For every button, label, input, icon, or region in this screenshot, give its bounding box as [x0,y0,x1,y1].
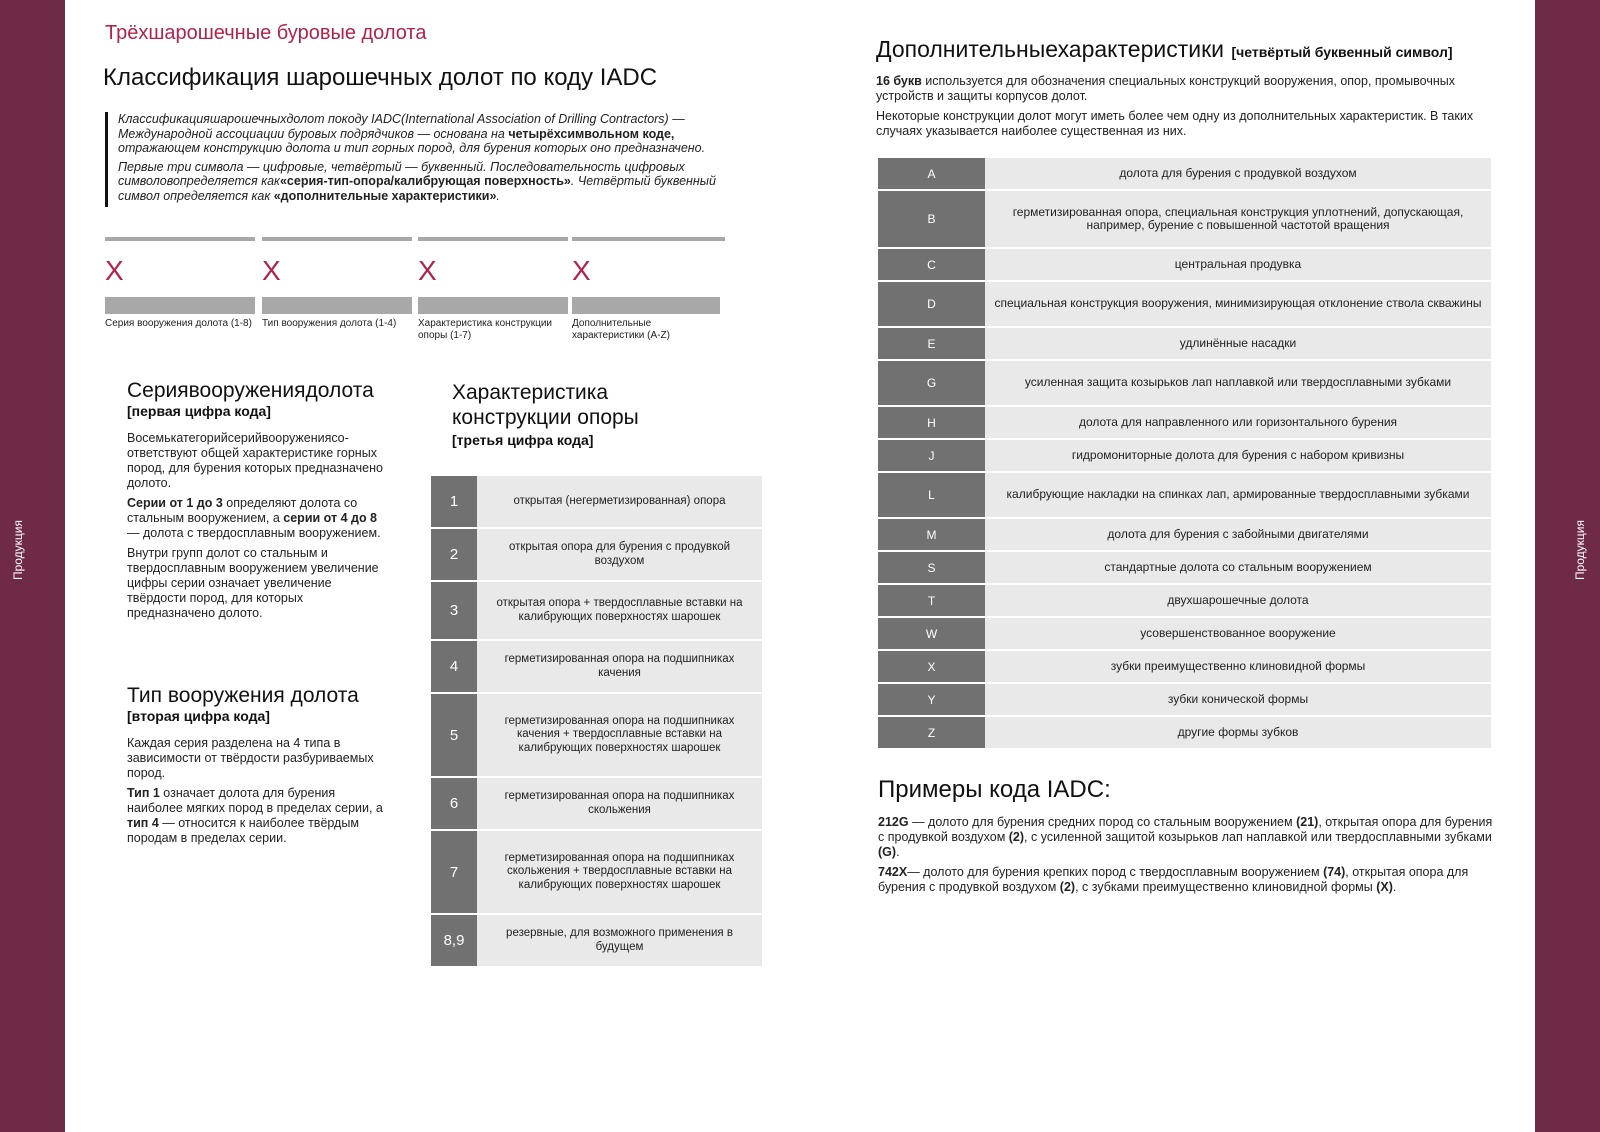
table-row [878,191,1491,247]
intro-text: Первые три символа — цифровые, четвёртый — буквенный. Последовательность цифровых символовопределяется как [118,159,685,188]
example-bold: (X) [1376,880,1393,894]
series-title: Сериявооружениядолота [127,379,374,402]
type-section [127,683,389,851]
bearing-description-cell: открытая опора для бурения с продувкой воздухом [477,529,762,580]
feature-code-cell: C [878,249,985,280]
bearing-subtitle: [третья цифра кода] [452,432,594,448]
feature-description-cell: долота для бурения с забойными двигателями [985,519,1491,550]
table-row [878,158,1491,189]
intro-paragraph-2 [118,160,728,204]
bearing-description-cell: герметизированная опора на подшипниках скольжения [477,778,762,829]
feature-description-cell: долота для направленного или горизонтального бурения [985,407,1491,438]
table-row [878,651,1491,682]
table-row [431,529,762,580]
intro-paragraph-1 [118,112,728,156]
feature-code-cell: S [878,552,985,583]
example-bold: (2) [1008,830,1025,844]
bearing-code-cell: 2 [431,529,477,580]
features-heading-sub: [четвёртый буквенный символ] [1231,44,1453,60]
code-caption: Дополнительные характеристики (A-Z) [572,318,670,341]
bearing-code-cell: 5 [431,694,477,776]
intro-text: Классификацияшарошечныхдолот покоду IADC(International Association of Drilling Contractors) — Международной ассоциации буровых подрядчиков — основана на [118,112,685,141]
feature-code-cell: G [878,361,985,405]
table-row [878,585,1491,616]
type-text: — относится к наиболее твёрдым породам в пределах серии. [127,816,359,845]
table-row [431,694,762,776]
intro-text: . Четвёртый буквенный символ определяется как [118,174,716,203]
feature-description-cell: специальная конструкция вооружения, минимизирующая отклонение ствола скважины [985,282,1491,326]
code-caption: Тип вооружения долота (1-4) [262,318,397,329]
feature-code-cell: J [878,440,985,471]
type-bold: тип 4 [127,816,159,830]
example-bold: (2) [1059,880,1076,894]
bearing-description-cell: резервные, для возможного применения в будущем [477,915,762,966]
features-table [878,156,1491,750]
bearing-title-line-2: конструкции опоры [452,406,639,429]
feature-code-cell: M [878,519,985,550]
code-box-series [105,237,255,330]
series-paragraph: Внутри групп долот со стальным и твердосплавным вооружением увеличение цифры серии означает увеличение твёрдости пород, для которых предназначено долото. [127,546,379,620]
example-742x [878,865,1493,895]
right-side-label: Продукция [1573,519,1587,581]
example-bold: (21) [1296,815,1319,829]
table-row [878,717,1491,748]
bearing-section [452,380,742,448]
example-code: 212G [878,815,909,829]
series-body [127,431,389,621]
bearing-code-cell: 4 [431,641,477,692]
feature-description-cell: двухшарошечные долота [985,585,1491,616]
code-bar-top [105,237,255,241]
table-row [878,282,1491,326]
feature-code-cell: T [878,585,985,616]
bearing-code-cell: 3 [431,582,477,639]
feature-description-cell: усовершенствованное вооружение [985,618,1491,649]
features-intro [876,74,1486,144]
intro-bold: четырёхсимвольном коде, [508,126,675,141]
features-heading-text: Дополнительныехарактеристики [876,36,1224,62]
feature-description-cell: зубки преимущественно клиновидной формы [985,651,1491,682]
table-row [878,407,1491,438]
bearing-code-cell: 7 [431,831,477,913]
table-row [878,440,1491,471]
example-text: — долото для бурения крепких пород с твердосплавным вооружением [907,865,1324,879]
code-symbol: X [572,255,591,286]
series-subtitle: [первая цифра кода] [127,403,271,419]
features-paragraph [876,74,1486,104]
table-row [878,473,1491,517]
code-symbol: X [262,255,281,286]
feature-description-cell: усиленная защита козырьков лап наплавкой или твердосплавными зубками [985,361,1491,405]
code-box-bearing [418,237,568,342]
example-code: 742X [878,865,908,879]
feature-description-cell: калибрующие накладки на спинках лап, армированные твердосплавными зубками [985,473,1491,517]
examples-body [878,815,1493,900]
table-row [431,831,762,913]
bearing-description-cell: герметизированная опора на подшипниках скольжения + твердосплавные вставки на калибрующих поверхностях шарошек [477,831,762,913]
code-caption: Серия вооружения долота (1-8) [105,318,252,329]
feature-code-cell: E [878,328,985,359]
bearing-table [431,474,762,968]
code-caption: Характеристика конструкции опоры (1-7) [418,318,552,341]
features-paragraph: Некоторые конструкции долот могут иметь более чем одну из дополнительных характеристик. В таких случаях указывается наиболее существенная из них. [876,109,1474,138]
feature-description-cell: центральная продувка [985,249,1491,280]
series-text: определяют долота со стальным вооружением, а [127,496,358,525]
type-subtitle: [вторая цифра кода] [127,708,270,724]
intro-block [105,112,728,207]
features-text: используется для обозначения специальных конструкций вооружения, опор, промывочных устройств и защиты корпусов долот. [876,74,1455,103]
series-paragraph: Восемькатегорийсерийвооруженияcо-ответствуют общей характеристике горных пород, для бурения которых предназначено долото. [127,431,383,490]
feature-description-cell: стандартные долота со стальным вооружением [985,552,1491,583]
code-bar-bottom [572,297,720,314]
features-bold: 16 букв [876,74,922,88]
table-row [431,641,762,692]
feature-code-cell: X [878,651,985,682]
example-text: , открытая опора для бурения с продувкой воздухом [878,815,1493,844]
bearing-description-cell: открытая (негерметизированная) опора [477,476,762,527]
series-bold: Серии от 1 до 3 [127,496,223,510]
table-row [878,249,1491,280]
feature-code-cell: H [878,407,985,438]
series-bold: серии от 4 до 8 [283,511,378,525]
bearing-code-cell: 8,9 [431,915,477,966]
feature-description-cell: гидромониторные долота для бурения с набором кривизны [985,440,1491,471]
type-paragraph [127,786,389,846]
code-box-type [262,237,412,330]
section-title: Трёхшарошечные буровые долота [105,22,427,44]
type-paragraph: Каждая серия разделена на 4 типа в зависимости от твёрдости разбуриваемых пород. [127,736,374,780]
feature-description-cell: зубки конической формы [985,684,1491,715]
left-side-label: Продукция [11,519,25,581]
series-section [127,378,389,626]
right-side-bar [1535,0,1600,1132]
intro-text: . [496,188,500,203]
bearing-description-cell: герметизированная опора на подшипниках качения [477,641,762,692]
code-bar-bottom [105,297,255,314]
bearing-description-cell: открытая опора + твердосплавные вставки на калибрующих поверхностях шарошек [477,582,762,639]
code-symbol: X [105,255,124,286]
table-row [431,476,762,527]
intro-bold: «дополнительные характеристики» [273,188,497,203]
bearing-code-cell: 6 [431,778,477,829]
type-bold: Тип 1 [127,786,160,800]
table-row [878,552,1491,583]
example-text: , с зубками преимущественно клиновидной формы [1075,880,1377,894]
feature-code-cell: Y [878,684,985,715]
type-title: Тип вооружения долота [127,684,359,707]
example-text: . [1392,880,1397,894]
table-row [878,618,1491,649]
bearing-code-cell: 1 [431,476,477,527]
bearing-description-cell: герметизированная опора на подшипниках качения + твердосплавные вставки на калибрующих поверхностях шарошек [477,694,762,776]
table-row [878,361,1491,405]
example-bold: (G) [878,845,897,859]
series-paragraph [127,496,389,541]
series-text: — долота с твердосплавным вооружением. [127,526,381,540]
example-bold: (74) [1323,865,1346,879]
feature-description-cell: герметизированная опора, специальная конструкция уплотнений, допускающая, например, бурение с повышенной частотой вращения [985,191,1491,247]
feature-code-cell: L [878,473,985,517]
page-heading: Классификация шарошечных долот по коду IADC [103,64,658,91]
code-bar-bottom [418,297,568,314]
table-row [431,915,762,966]
table-row [878,684,1491,715]
table-row [878,519,1491,550]
code-bar-top [262,237,412,241]
table-row [431,582,762,639]
table-row [431,778,762,829]
table-row [878,328,1491,359]
intro-text: отражающем конструкцию долота и тип горных пород, для бурения которых оно предназначено. [118,141,706,155]
left-side-bar [0,0,65,1132]
code-symbol: X [418,255,437,286]
type-text: означает долота для бурения наиболее мягких пород в пределах серии, а [127,786,383,815]
features-heading [876,36,1453,63]
feature-code-cell: D [878,282,985,326]
bearing-title-line-1: Характеристика [452,381,609,404]
feature-code-cell: A [878,158,985,189]
code-box-features [572,237,725,342]
example-212g [878,815,1493,860]
feature-code-cell: Z [878,717,985,748]
example-text: , с усиленной защитой козырьков лап наплавкой или твердосплавными зубками [1024,830,1492,844]
type-body [127,736,389,846]
feature-description-cell: долота для бурения с продувкой воздухом [985,158,1491,189]
intro-bold: «серия-тип-опора/калибрующая поверхность» [279,174,571,188]
example-text: , открытая опора для бурения с продувкой воздухом [878,865,1469,894]
feature-code-cell: W [878,618,985,649]
example-text: . [896,845,900,859]
code-bar-top [418,237,568,241]
code-bar-top [572,237,725,241]
example-text: — долото для бурения средних пород со стальным вооружением [908,815,1297,829]
code-bar-bottom [262,297,412,314]
feature-description-cell: другие формы зубков [985,717,1491,748]
examples-title: Примеры кода IADC: [878,776,1111,803]
feature-code-cell: B [878,191,985,247]
feature-description-cell: удлинённые насадки [985,328,1491,359]
